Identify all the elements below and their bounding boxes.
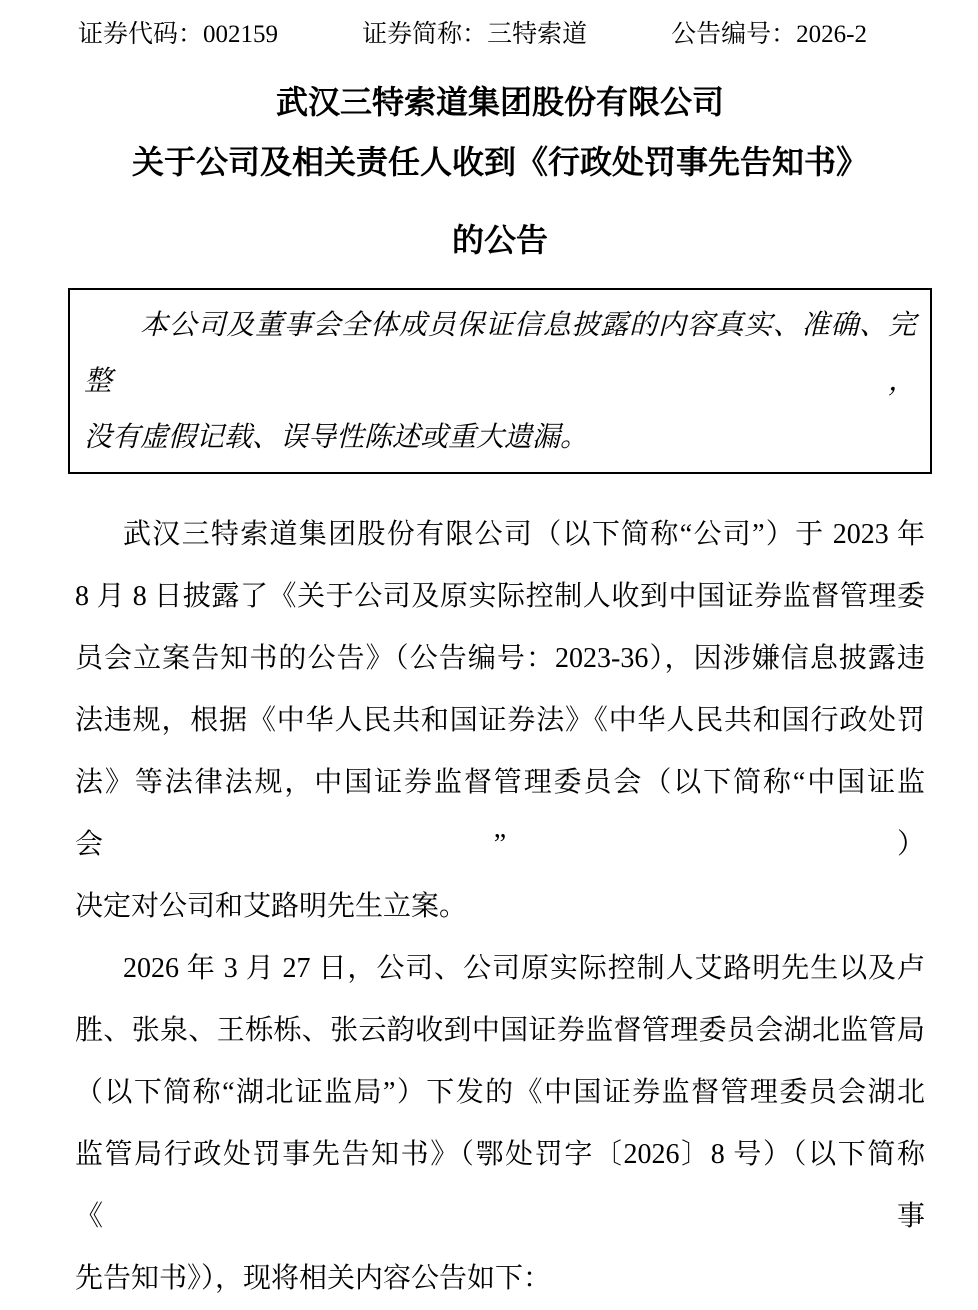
document-header [75, 20, 925, 50]
document-body [75, 504, 925, 1310]
text-line: 本公司及董事会全体成员保证信息披露的内容真实、准确、完整， [84, 310, 916, 397]
text-line: 8 月 8 日披露了《关于公司及原实际控制人收到中国证券监督管理委 [75, 581, 925, 612]
text-line: 武汉三特索道集团股份有限公司（以下简称“公司”）于 2023 年 [123, 519, 925, 550]
text-line: 决定对公司和艾路明先生立案。 [75, 891, 468, 922]
stock-code-text: 证券代码：002159 [78, 21, 279, 48]
text-line: 先告知书》），现将相关内容公告如下： [75, 1263, 552, 1294]
disclaimer-box [68, 288, 932, 474]
paragraph-filing-background [75, 504, 925, 938]
title-company-name: 武汉三特索道集团股份有限公司 [275, 84, 724, 120]
document-title [75, 80, 925, 262]
title-subject: 关于公司及相关责任人收到《行政处罚事先告知书》 [131, 144, 868, 180]
text-line: 法违规，根据《中华人民共和国证券法》《中华人民共和国行政处罚 [75, 705, 925, 736]
text-line: 胜、张泉、王栎栎、张云韵收到中国证券监督管理委员会湖北监管局 [75, 1015, 925, 1046]
stock-abbr-text: 证券简称：三特索道 [362, 21, 588, 48]
text-line: 2026 年 3 月 27 日，公司、公司原实际控制人艾路明先生以及卢 [123, 953, 925, 984]
announcement-number-text: 公告编号：2026-2 [671, 21, 867, 48]
paragraph-notice-received [75, 938, 925, 1310]
text-line: （以下简称“湖北证监局”）下发的《中国证券监督管理委员会湖北 [75, 1077, 925, 1108]
text-line: 法》等法律法规，中国证券监督管理委员会（以下简称“中国证监会”） [75, 767, 925, 860]
title-suffix: 的公告 [451, 222, 548, 258]
text-line: 员会立案告知书的公告》（公告编号：2023-36），因涉嫌信息披露违 [75, 643, 925, 674]
text-line: 没有虚假记载、误导性陈述或重大遗漏。 [84, 422, 589, 453]
text-line: 监管局行政处罚事先告知书》（鄂处罚字〔2026〕8 号）（以下简称《事 [75, 1139, 925, 1232]
